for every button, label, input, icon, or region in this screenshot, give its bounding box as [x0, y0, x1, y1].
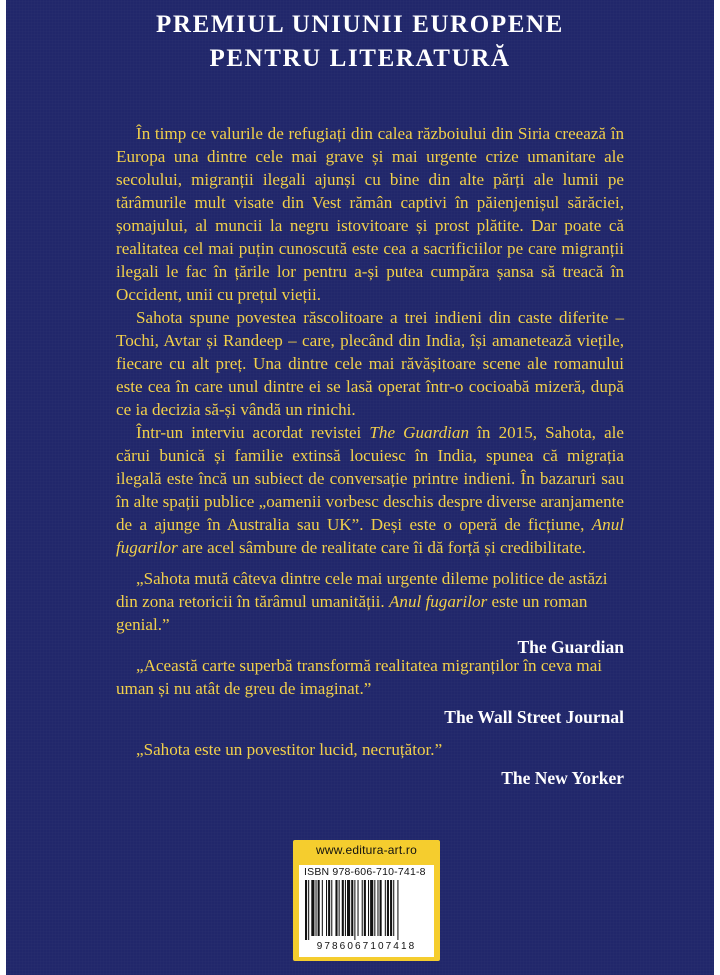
- description-paragraph-2: Sahota spune povestea răscolitoare a trei indieni din caste diferite – Tochi, Avtar și Randeep – care, plecând din India, își amanetează viețile, fiecare cu alt preț. Una dintre cele mai răvășitoare scene ale romanului este cea în care unul dintre ei se lasă operat într-o cocioabă mizeră, după ce ia decizia să-și vândă un rinichi.: [116, 308, 624, 419]
- review-quote-text: „Sahota este un povestitor lucid, necruțător.”: [136, 740, 443, 759]
- barcode-bar: [326, 880, 327, 936]
- barcode-bar: [305, 880, 307, 940]
- barcode-bar: [362, 880, 363, 936]
- back-cover: [6, 0, 714, 975]
- barcode-bars: [303, 880, 430, 940]
- award-heading-line-2: PENTRU LITERATURĂ: [209, 45, 511, 72]
- paragraph-3-text-a: Într-un interviu acordat revistei: [136, 423, 370, 442]
- barcode-bar: [385, 880, 386, 936]
- review-source: The New Yorker: [501, 768, 624, 788]
- description-paragraph-3: [116, 421, 624, 559]
- review-quote-text: „Această carte superbă transformă realitatea migranților în ceva mai uman și nu atât de greu de imaginat.”: [116, 656, 603, 698]
- paragraph-3-text-b: în 2015, Sahota, ale cărui bunică și familie extinsă locuiesc în India, spunea că migrația ilegală este încă un subiect de conversație printre indieni. În bazaruri sau în alte spații publice „oamenii vorbesc deschis despre diverse aranjamente de a ajunge în Australia sau UK”. Deși este o operă de ficțiune,: [116, 423, 625, 534]
- book-description: [116, 122, 624, 559]
- barcode-bar: [377, 880, 378, 936]
- barcode-bar: [387, 880, 389, 936]
- barcode-panel: [293, 840, 440, 961]
- barcode-bar: [390, 880, 392, 936]
- ean-digits: 9786067107418: [316, 941, 417, 952]
- barcode-bar: [374, 880, 375, 936]
- barcode-bar: [316, 880, 317, 936]
- isbn-number: ISBN 978-606-710-741-8: [304, 866, 426, 878]
- barcode-bar: [370, 880, 373, 936]
- review-quote-guardian: [116, 567, 624, 659]
- barcode-bar: [331, 880, 332, 936]
- barcode-label: [299, 865, 434, 957]
- barcode-bar: [335, 880, 337, 936]
- review-source: The Wall Street Journal: [444, 707, 624, 727]
- barcode-bar: [351, 880, 353, 936]
- barcode-bar: [342, 880, 344, 936]
- barcode-bar: [322, 880, 323, 936]
- barcode-bar: [328, 880, 330, 936]
- barcode-bar: [347, 880, 350, 936]
- barcode-bar: [393, 880, 394, 936]
- quote-text-a: „Sahota mută câteva dintre cele mai urgente dileme politice de astăzi din zona retoricii în tărâmul umanității.: [116, 569, 608, 611]
- description-paragraph-1: În timp ce valurile de refugiați din calea războiului din Siria creează în Europa una dintre cele mai grave și mai urgente crize umanitare ale secolului, migranții ilegali ajunși cu bine din alte părți ale lumii pe tărâmurile mult visate din Vest rămân captivi în păienjenișul sărăciei, șomajului, al muncii la negru istovitoare și prost plătite. Dar poate că realitatea cel mai puțin cunoscută este cea a sacrificiilor pe care migranții ilegali le fac în țările lor pentru a-și putea cumpăra șansa să treacă în Occident, unii cu prețul vieții.: [116, 124, 624, 304]
- review-source: The Guardian: [517, 637, 624, 657]
- book-title: Anul fugarilor: [116, 515, 624, 557]
- publisher-url: www.editura-art.ro: [316, 843, 417, 857]
- barcode-bar: [354, 880, 355, 940]
- award-heading: [6, 8, 714, 76]
- quote-text-b: este un roman genial.”: [116, 592, 588, 634]
- review-quote-new-yorker: [116, 738, 624, 790]
- review-quote-wsj: [116, 654, 624, 729]
- review-quote-text: [116, 567, 624, 636]
- barcode-bar: [364, 880, 366, 936]
- barcode-bar: [368, 880, 369, 936]
- barcode-bar: [318, 880, 320, 936]
- paragraph-3-text-c: are acel sâmbure de realitate care îi dă forță și credibilitate.: [177, 538, 586, 557]
- award-heading-line-1: PREMIUL UNIUNII EUROPENE: [156, 11, 564, 38]
- barcode-bar: [308, 880, 309, 940]
- barcode-bar: [339, 880, 340, 936]
- quote-book-title: Anul fugarilor: [388, 592, 488, 611]
- barcode-bar: [311, 880, 314, 936]
- barcode-bar: [345, 880, 346, 936]
- barcode-bar: [397, 880, 398, 940]
- guardian-title: The Guardian: [369, 423, 470, 442]
- barcode-bar: [380, 880, 382, 936]
- barcode-bar: [358, 880, 359, 936]
